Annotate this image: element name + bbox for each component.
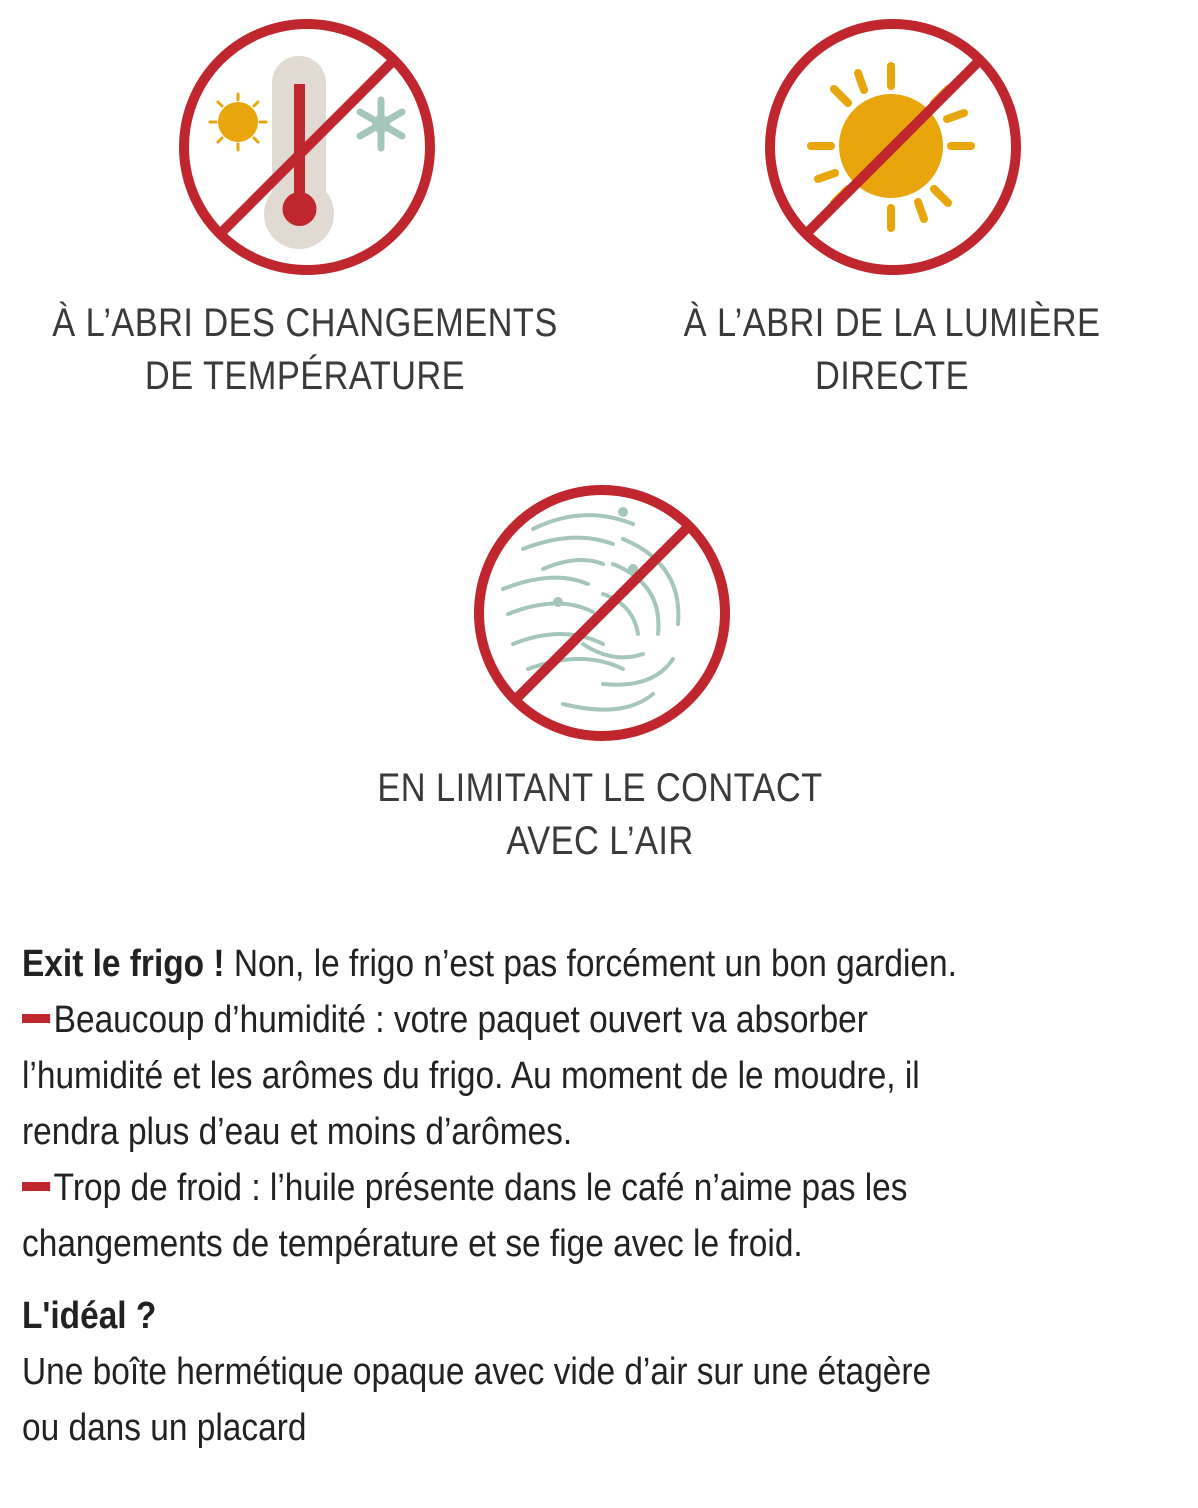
caption-temperature: À L’ABRI DES CHANGEMENTS DE TEMPÉRATURE — [52, 301, 558, 398]
no-direct-light-icon — [764, 18, 1022, 276]
intro-rest: Non, le frigo n’est pas forcément un bon gardien. — [224, 943, 957, 985]
dash-bullet-icon — [22, 1182, 50, 1191]
dash-bullet-icon — [22, 1014, 50, 1023]
bullet-humidity: Beaucoup d’humidité : votre paquet ouvert va absorber — [22, 992, 1184, 1048]
small-sun-icon — [210, 94, 266, 150]
no-temperature-change-icon — [178, 18, 436, 276]
advice-text: Exit le frigo ! Non, le frigo n’est pas forcément un bon gardien. Beaucoup d’humidité : votre paquet ouvert va absorber l’humidité et les arômes du frigo. Au moment de le moudre, il rendra plus d’eau et moins d’arômes. Trop de froid : l’huile présente dans le café n’aime pas les changements de température et se fige avec le froid. L'idéal ? Une boîte hermétique opaque avec vide d’air sur une étagère ou dans un placard — [22, 936, 1043, 1456]
intro-bold: Exit le frigo ! — [22, 943, 225, 985]
ideal-text: Une boîte hermétique opaque avec vide d’air sur une étagère — [22, 1351, 932, 1393]
ideal-heading: L'idéal ? — [22, 1295, 157, 1337]
caption-air: EN LIMITANT LE CONTACT AVEC L’AIR — [377, 766, 823, 863]
caption-light: À L’ABRI DE LA LUMIÈRE DIRECTE — [683, 301, 1101, 398]
bullet-cold: Trop de froid : l’huile présente dans le café n’aime pas les — [22, 1160, 1184, 1216]
no-air-contact-icon — [473, 484, 731, 742]
intro-line — [22, 936, 1184, 992]
snowflake-icon — [360, 100, 402, 148]
